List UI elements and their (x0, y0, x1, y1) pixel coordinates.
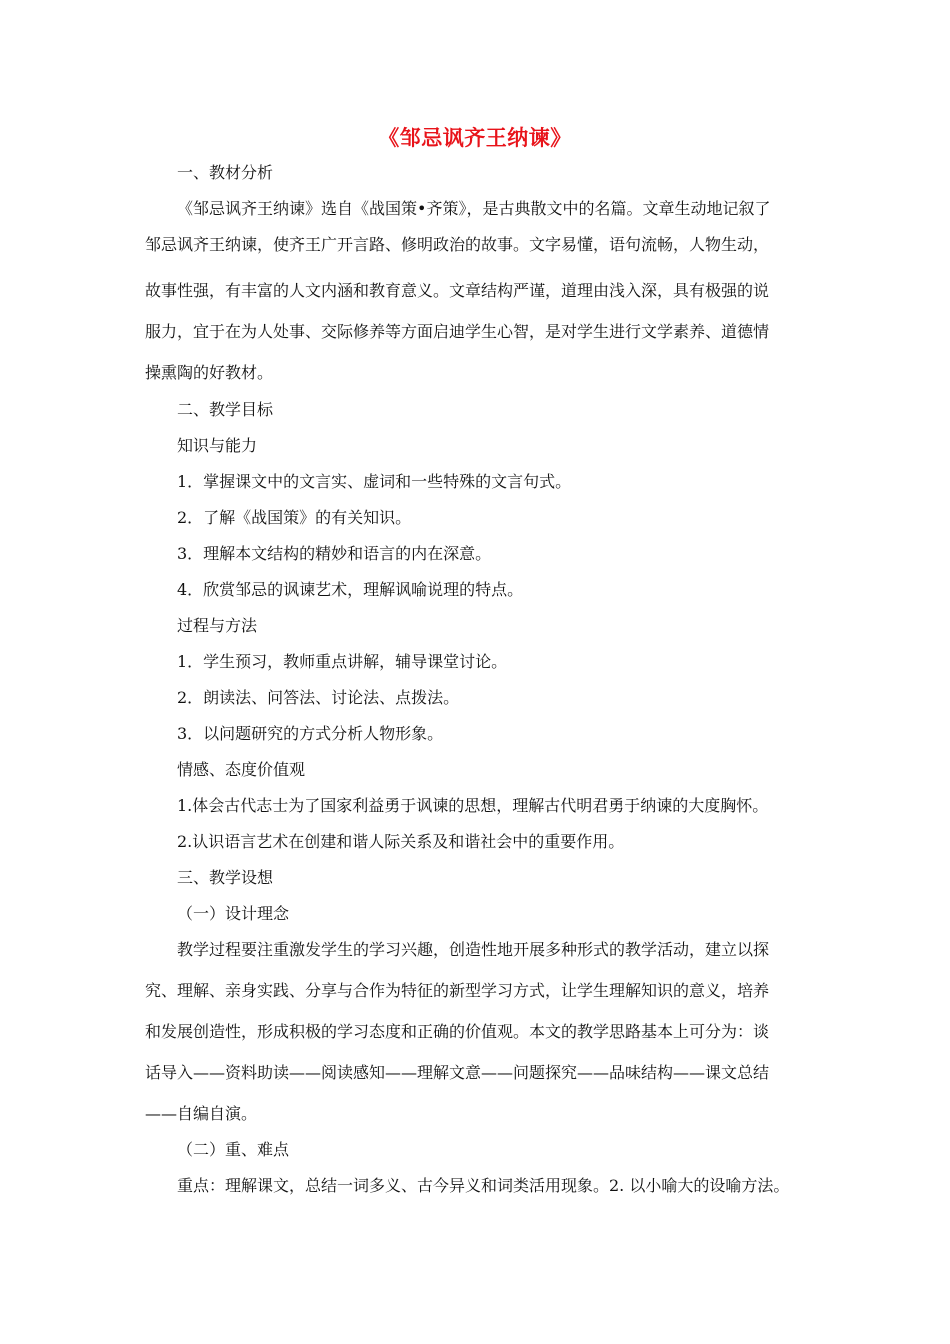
subsection-heading: 情感、态度价值观 (177, 760, 306, 779)
list-item: 2．朗读法、问答法、讨论法、点拨法。 (177, 688, 460, 707)
paragraph-line: 究、理解、亲身实践、分享与合作为特征的新型学习方式，让学生理解知识的意义，培养 (145, 981, 770, 1000)
paragraph-line: 话导入——资料助读——阅读感知——理解文意——问题探究——品味结构——课文总结 (145, 1063, 770, 1082)
list-item: 2.认识语言艺术在创建和谐人际关系及和谐社会中的重要作用。 (177, 832, 625, 851)
list-item: 4．欣赏邹忌的讽谏艺术，理解讽喻说理的特点。 (177, 580, 524, 599)
list-item: 1.体会古代志士为了国家利益勇于讽谏的思想，理解古代明君勇于纳谏的大度胸怀。 (177, 796, 769, 815)
paragraph-line: 教学过程要注重激发学生的学习兴趣，创造性地开展多种形式的教学活动，建立以探 (177, 940, 770, 959)
paragraph-line: ——自编自演。 (145, 1104, 258, 1123)
paragraph-line: 《邹忌讽齐王纳谏》选自《战国策•齐策》，是古典散文中的名篇。文章生动地记叙了 (177, 199, 771, 218)
list-item: 1．学生预习，教师重点讲解，辅导课堂讨论。 (177, 652, 508, 671)
document-title: 《邹忌讽齐王纳谏》 (378, 126, 572, 150)
section-heading: 三、教学设想 (177, 868, 274, 887)
subsection-heading: 过程与方法 (177, 616, 258, 635)
list-item: 2．了解《战国策》的有关知识。 (177, 508, 412, 527)
list-item: 3．理解本文结构的精妙和语言的内在深意。 (177, 544, 492, 563)
paragraph-line: 服力，宜于在为人处事、交际修养等方面启迪学生心智，是对学生进行文学素养、道德情 (145, 322, 770, 341)
paragraph-line: 和发展创造性，形成积极的学习态度和正确的价值观。本文的教学思路基本上可分为：谈 (145, 1022, 770, 1041)
section-heading: 二、教学目标 (177, 400, 274, 419)
subsection-heading: 知识与能力 (177, 436, 258, 455)
paragraph-line: 操熏陶的好教材。 (145, 363, 274, 382)
subsection-heading: （一）设计理念 (177, 904, 290, 923)
subsection-heading: （二）重、难点 (177, 1140, 290, 1159)
list-item: 1．掌握课文中的文言实、虚词和一些特殊的文言句式。 (177, 472, 572, 491)
section-heading: 一、教材分析 (177, 163, 274, 182)
paragraph-line: 故事性强，有丰富的人文内涵和教育意义。文章结构严谨，道理由浅入深，具有极强的说 (145, 281, 770, 300)
list-item: 3．以问题研究的方式分析人物形象。 (177, 724, 444, 743)
paragraph-line: 邹忌讽齐王纳谏，使齐王广开言路、修明政治的故事。文字易懂，语句流畅，人物生动， (145, 235, 770, 254)
paragraph-line: 重点：理解课文，总结一词多义、古今异义和词类活用现象。2. 以小喻大的设喻方法。 (177, 1176, 790, 1195)
